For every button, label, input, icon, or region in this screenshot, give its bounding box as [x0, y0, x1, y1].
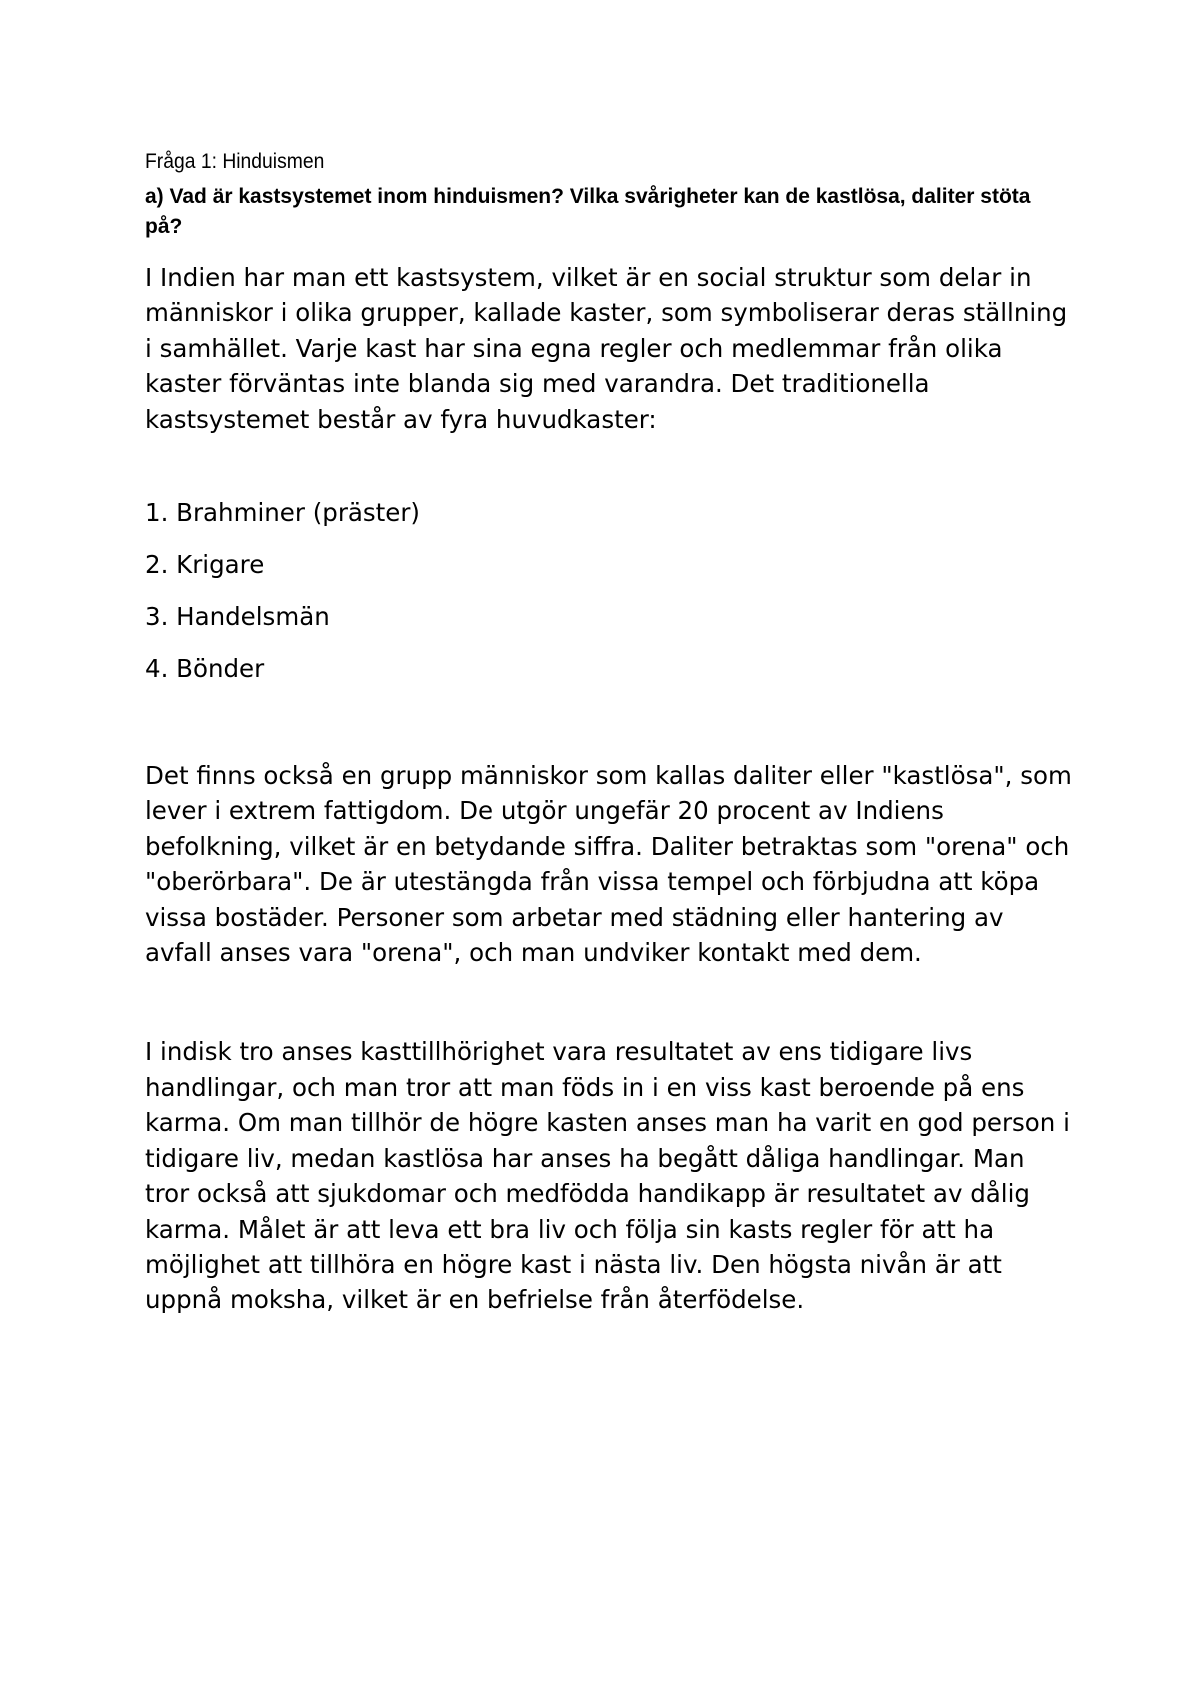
paragraph-caste-system: I Indien har man ett kastsystem, vilket är en social struktur som delar in människor i olika grupper, kallade kaster, som symboliserar deras ställning i samhället. Varje kast har sina egna regler och medlemmar från olika kaster förväntas inte blanda sig med varandra. Det traditionella kastsystemet består av fyra huvudkaster:: [145, 263, 1068, 434]
document-content: [145, 148, 1075, 1318]
list-item: 1. Brahminer (präster): [145, 498, 420, 528]
question-title: Fråga 1: Hinduismen: [145, 150, 325, 173]
list-item: 4. Bönder: [145, 654, 265, 684]
paragraph-karma: I indisk tro anses kasttillhörighet vara resultatet av ens tidigare livs handlingar, och man tror att man föds in i en viss kast beroende på ens karma. Om man tillhör de högre kasten anses man ha varit en god person i tidigare liv, medan kastlösa har anses ha begått dåliga handlingar. Man tror också att sjukdomar och medfödda handikapp är resultatet av dålig karma. Målet är att leva ett bra liv och följa sin kasts regler för att ha möjlighet att tillhöra en högre kast i nästa liv. Den högsta nivån är att uppnå moksha, vilket är en befrielse från återfödelse.: [145, 1037, 1070, 1315]
list-item: 3. Handelsmän: [145, 602, 330, 632]
paragraph-dalits: Det finns också en grupp människor som kallas daliter eller "kastlösa", som lever i extrem fattigdom. De utgör ungefär 20 procent av Indiens befolkning, vilket är en betydande siffra. Daliter betraktas som "orena" och "oberörbara". De är utestängda från vissa tempel och förbjudna att köpa vissa bostäder. Personer som arbetar med städning eller hantering av avfall anses vara "orena", och man undviker kontakt med dem.: [145, 761, 1072, 968]
question-subheading: a) Vad är kastsystemet inom hinduismen? Vilka svårigheter kan de kastlösa, daliter stöta på?: [145, 185, 1031, 238]
caste-list: [145, 495, 1075, 686]
list-item: 2. Krigare: [145, 550, 265, 580]
